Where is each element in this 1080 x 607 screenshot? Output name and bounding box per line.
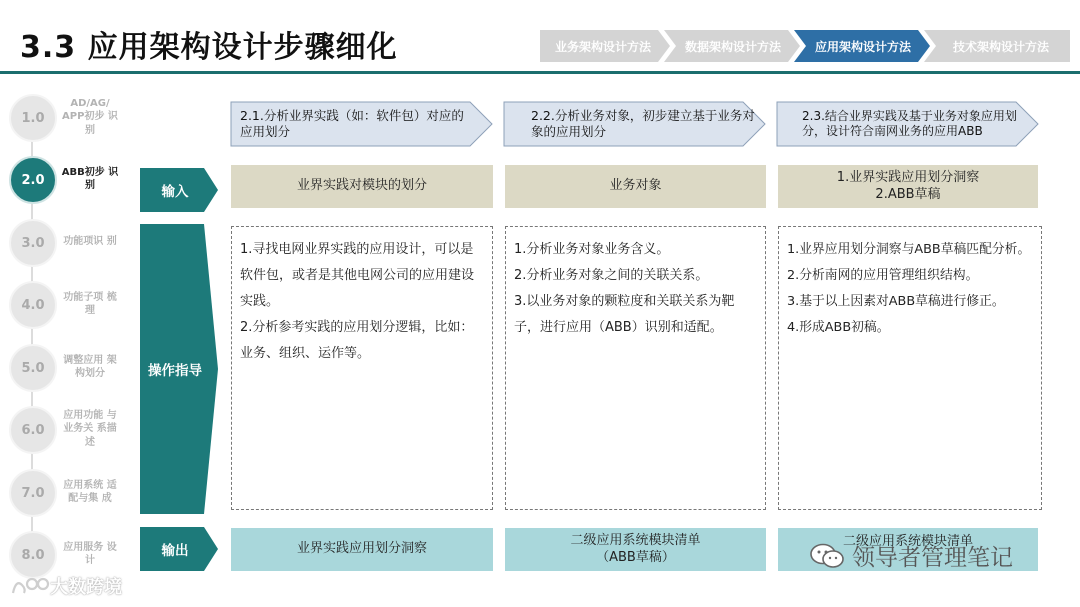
step-label: AD/AG/ APP初步 识别: [62, 97, 118, 136]
phase-text: 2.2.分析业务对象，初步建立基于业务对象的应用划分: [531, 108, 755, 139]
step-label: 功能子项 梳理: [63, 291, 117, 316]
bottom-logo: [10, 573, 122, 599]
operation-cell-3: [778, 226, 1042, 510]
phase-arrow-3: [776, 101, 1040, 147]
operation-item: 2.分析参考实践的应用划分逻辑，比如：业务、组织、运作等。: [240, 320, 474, 361]
row-label-operation: [140, 224, 218, 514]
row-label-input: [140, 168, 218, 212]
step-number: 3.0: [9, 219, 57, 267]
row-label-text: 输入: [161, 184, 189, 200]
step-2[interactable]: [9, 156, 129, 206]
watermark: [810, 539, 1013, 572]
page-title: 3.3 应用架构设计步骤细化: [20, 30, 398, 65]
operation-item: 4.形成ABB初稿。: [787, 320, 890, 335]
step-number: 6.0: [9, 406, 57, 454]
phase-text: 2.1.分析业界实践（如：软件包）对应的应用划分: [240, 108, 464, 139]
step-label: 功能项识 别: [63, 236, 117, 248]
title-divider: [0, 71, 1080, 74]
step-number: 2.0: [9, 156, 57, 204]
output-cell-3: 二级应用系统模块清单: [778, 528, 1038, 571]
operation-item: 2.分析南网的应用管理组织结构。: [787, 268, 979, 283]
nav-tab-application[interactable]: 应用架构设计方法: [814, 39, 911, 54]
nav-tab-technology[interactable]: 技术架构设计方法: [952, 39, 1049, 54]
phase-arrow-1: [230, 101, 494, 147]
step-label: ABB初步 识别: [61, 166, 119, 191]
row-label-text: 操作指导: [148, 363, 202, 379]
operation-item: 1.业界应用划分洞察与ABB草稿匹配分析。: [787, 242, 1031, 257]
step-number: 7.0: [9, 469, 57, 517]
operation-item: 3.以业务对象的颗粒度和关联关系为靶子，进行应用（ABB）识别和适配。: [514, 294, 735, 335]
step-number: 1.0: [9, 94, 57, 142]
step-3[interactable]: [9, 219, 129, 269]
operation-item: 1.寻找电网业界实践的应用设计，可以是软件包，或者是其他电网公司的应用建设实践。: [240, 242, 475, 309]
wechat-icon: [810, 543, 844, 569]
input-cell-2: 业务对象: [505, 165, 766, 208]
input-cell-3: 1.业界实践应用划分洞察 2.ABB草稿: [778, 165, 1038, 208]
step-6[interactable]: [9, 406, 129, 456]
step-7[interactable]: [9, 469, 129, 519]
nav-tab-business[interactable]: 业务架构设计方法: [554, 39, 651, 54]
operation-cell-1: [231, 226, 493, 510]
operation-cell-2: [505, 226, 766, 510]
step-label: 应用系统 适配与集 成: [63, 479, 117, 504]
step-label: 应用功能 与业务关 系描述: [63, 409, 117, 448]
phase-text: 2.3.结合业界实践及基于业务对象应用划分，设计符合南网业务的应用ABB: [802, 109, 1017, 138]
watermark-text: 领导者管理笔记: [852, 545, 1013, 571]
row-label-output: [140, 527, 218, 571]
step-label: 应用服务 设计: [63, 541, 117, 566]
output-cell-2: 二级应用系统模块清单 （ABB草稿）: [505, 528, 766, 571]
operation-item: 2.分析业务对象之间的关联关系。: [514, 268, 709, 283]
phase-arrow-2: [503, 101, 767, 147]
step-number: 4.0: [9, 281, 57, 329]
operation-item: 1.分析业务对象业务含义。: [514, 242, 670, 257]
logo-icon: [10, 575, 50, 597]
step-5[interactable]: [9, 344, 129, 394]
input-cell-1: 业界实践对模块的划分: [231, 165, 493, 208]
step-number: 5.0: [9, 344, 57, 392]
step-label: 调整应用 架构划分: [63, 354, 117, 379]
row-label-text: 输出: [161, 543, 189, 559]
nav-tab-data[interactable]: 数据架构设计方法: [684, 39, 781, 54]
operation-item: 3.基于以上因素对ABB草稿进行修正。: [787, 294, 1005, 309]
step-number: 8.0: [9, 531, 57, 579]
output-cell-1: 业界实践应用划分洞察: [231, 528, 493, 571]
step-1[interactable]: [9, 94, 129, 144]
bottom-logo-text: 大数跨境: [50, 577, 122, 598]
step-4[interactable]: [9, 281, 129, 331]
